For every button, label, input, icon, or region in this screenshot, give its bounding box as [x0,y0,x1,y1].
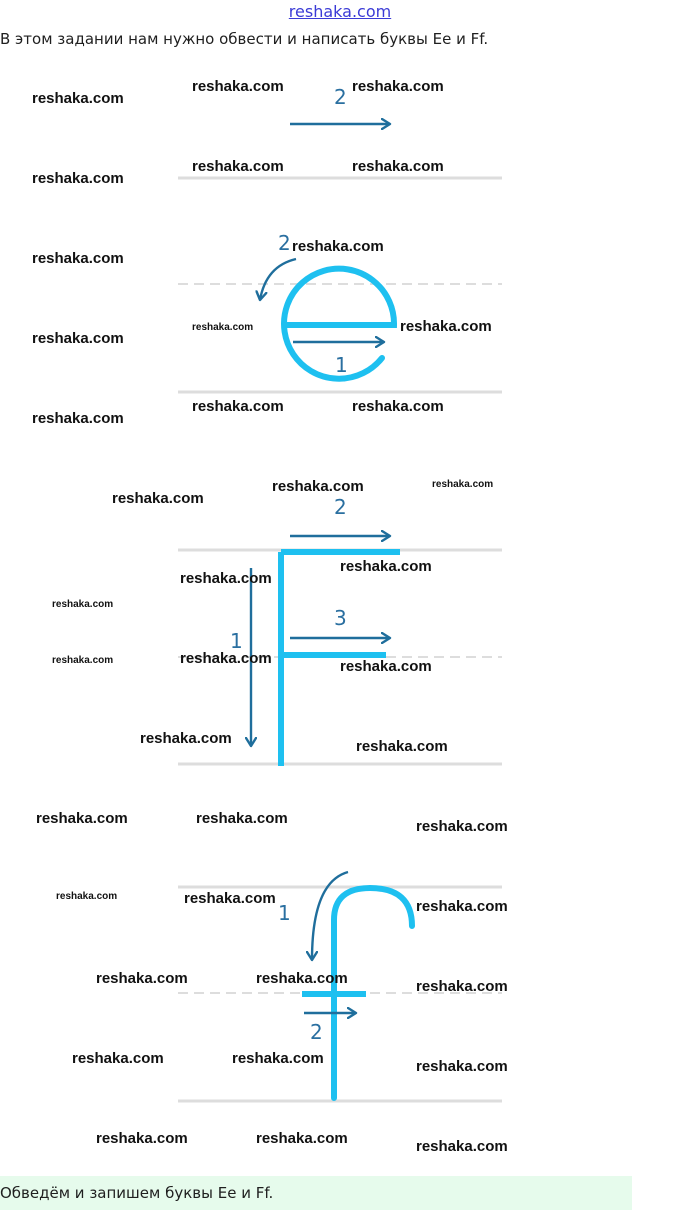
watermark: reshaka.com [56,891,118,902]
watermark: reshaka.com [416,1138,508,1155]
watermark: reshaka.com [32,170,124,187]
watermark: reshaka.com [32,250,124,267]
watermark: reshaka.com [352,78,444,95]
watermark: reshaka.com [192,398,284,415]
stroke-number: 2 [310,1020,323,1044]
watermark: reshaka.com [356,738,448,755]
stroke-number: 3 [334,606,347,630]
watermark: reshaka.com [36,810,128,827]
watermark: reshaka.com [292,238,384,255]
watermark: reshaka.com [416,1058,508,1075]
watermark: reshaka.com [72,1050,164,1067]
watermark: reshaka.com [416,818,508,835]
watermark: reshaka.com [256,970,348,987]
lower-e-panel [178,231,502,392]
watermark: reshaka.com [340,558,432,575]
watermark: reshaka.com [432,479,494,490]
stroke-number: 1 [278,901,291,925]
intro-text: В этом задании нам нужно обвести и написать буквы Ee и Ff. [0,30,489,48]
watermark: reshaka.com [400,318,492,335]
watermark: reshaka.com [184,890,276,907]
instruction-footer [0,1176,632,1210]
watermark: reshaka.com [416,978,508,995]
watermarks [32,78,508,1155]
watermark: reshaka.com [180,650,272,667]
watermark: reshaka.com [96,1130,188,1147]
watermark: reshaka.com [192,322,254,333]
stroke-number: 1 [230,629,243,653]
stroke-number: 2 [278,231,291,255]
stroke-number: 2 [334,85,347,109]
watermark: reshaka.com [232,1050,324,1067]
stroke-number: 2 [334,495,347,519]
watermark: reshaka.com [96,970,188,987]
watermark: reshaka.com [180,570,272,587]
watermark: reshaka.com [416,898,508,915]
watermark: reshaka.com [192,158,284,175]
site-link[interactable]: reshaka.com [288,2,392,21]
watermark: reshaka.com [352,158,444,175]
watermark: reshaka.com [272,478,364,495]
watermark: reshaka.com [140,730,232,747]
stroke-arrow [312,872,348,960]
watermark: reshaka.com [352,398,444,415]
watermark: reshaka.com [52,655,114,666]
watermark: reshaka.com [52,599,114,610]
watermark: reshaka.com [32,90,124,107]
watermark: reshaka.com [340,658,432,675]
watermark: reshaka.com [192,78,284,95]
stroke-number: 1 [335,353,348,377]
watermark: reshaka.com [196,810,288,827]
upper-f-panel [178,495,502,766]
watermark: reshaka.com [32,330,124,347]
footer-text: Обведём и запишем буквы Ee и Ff. [0,1184,274,1202]
watermark: reshaka.com [112,490,204,507]
watermark: reshaka.com [32,410,124,427]
watermark: reshaka.com [256,1130,348,1147]
